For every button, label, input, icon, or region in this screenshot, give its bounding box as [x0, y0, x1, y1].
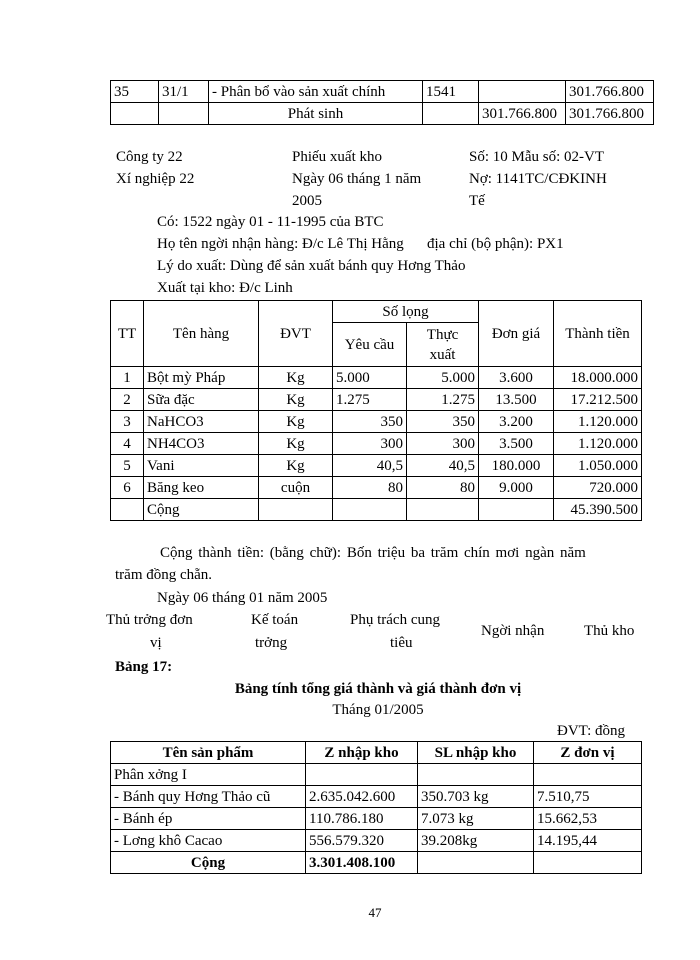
cell: 6 [111, 477, 144, 499]
cell: Phát sinh [209, 103, 423, 125]
header-z-in: Z nhập kho [306, 742, 418, 764]
cell: 15.662,53 [534, 808, 642, 830]
total-row [111, 499, 642, 521]
table-row [111, 830, 642, 852]
cell: cuộn [259, 477, 333, 499]
cell: 5.000 [407, 367, 479, 389]
cost-table [110, 741, 642, 874]
header-qty: Số lọng [333, 301, 479, 323]
date-line-2: 2005 [292, 193, 322, 209]
cell: 301.766.800 [566, 103, 654, 125]
reason: Lý do xuất: Dùng để sản xuất bánh quy Hơng Thảo [157, 258, 466, 274]
warehouse: Xuất tại kho: Đ/c Linh [157, 280, 293, 296]
table-row [111, 433, 642, 455]
cell: 35 [111, 81, 159, 103]
cell: 31/1 [159, 81, 209, 103]
cell: 14.195,44 [534, 830, 642, 852]
cell: 1541 [423, 81, 479, 103]
cell [111, 103, 159, 125]
cell: 5.000 [333, 367, 407, 389]
table-17-label: Bảng 17: [115, 659, 173, 675]
cell: Vani [144, 455, 259, 477]
cell: 5 [111, 455, 144, 477]
header-qty-in: SL nhập kho [418, 742, 534, 764]
table-17-subtitle: Tháng 01/2005 [332, 702, 424, 718]
header-unit-cost: Z đơn vị [534, 742, 642, 764]
receiver: Họ tên ngời nhận hàng: Đ/c Lê Thị Hằng [157, 236, 404, 252]
sign-date: Ngày 06 tháng 01 năm 2005 [157, 590, 328, 606]
cell [423, 103, 479, 125]
cell: 110.786.180 [306, 808, 418, 830]
cell: 556.579.320 [306, 830, 418, 852]
header-tt: TT [111, 301, 144, 367]
cell: 3.600 [479, 367, 554, 389]
cell: 300 [407, 433, 479, 455]
credit-line: Có: 1522 ngày 01 - 11-1995 của BTC [157, 214, 384, 230]
cell: 2.635.042.600 [306, 786, 418, 808]
cell: 3.200 [479, 411, 554, 433]
sig-supply: Phụ trách cung [350, 612, 440, 628]
cell: 18.000.000 [554, 367, 642, 389]
header-requested: Yêu cầu [333, 323, 407, 367]
cell: 1 [111, 367, 144, 389]
date-line-1: Ngày 06 tháng 1 năm [292, 171, 422, 187]
cell: Kg [259, 367, 333, 389]
cell: 17.212.500 [554, 389, 642, 411]
form-number: Số: 10 Mẫu số: 02-VT [469, 149, 604, 165]
cell: Băng keo [144, 477, 259, 499]
sig-head-2: vị [150, 635, 162, 651]
sig-receiver: Ngời nhận [481, 623, 545, 639]
cell: 350.703 kg [418, 786, 534, 808]
cell [479, 81, 566, 103]
cell: NaHCO3 [144, 411, 259, 433]
top-table [110, 80, 654, 125]
debit-line-1: Nợ: 1141TC/CĐKINH [469, 171, 607, 187]
cell: - Bánh quy Hơng Thảo cũ [111, 786, 306, 808]
header-actual-2: xuất [429, 346, 456, 363]
sig-accountant-2: trởng [255, 635, 288, 651]
amount-in-words-1: Cộng thành tiền: (bằng chữ): Bốn triệu ba trăm chín mơi ngàn năm [160, 545, 586, 561]
header-actual [407, 323, 479, 367]
header-actual-1: Thực [426, 326, 459, 343]
cell: 350 [407, 411, 479, 433]
table-row [111, 411, 642, 433]
cell: Sữa đặc [144, 389, 259, 411]
cell: - Lơng khô Cacao [111, 830, 306, 852]
cell [306, 764, 418, 786]
cell: 80 [333, 477, 407, 499]
table-row [111, 389, 642, 411]
cell: 3 [111, 411, 144, 433]
cell: 40,5 [407, 455, 479, 477]
total-label: Cộng [111, 852, 306, 874]
table-row [111, 81, 654, 103]
amount-in-words-2: trăm đồng chẵn. [115, 567, 213, 583]
sig-supply-2: tiêu [390, 635, 413, 651]
table-row [111, 367, 642, 389]
header-product: Tên sản phẩm [111, 742, 306, 764]
cell: Kg [259, 455, 333, 477]
cell: Kg [259, 433, 333, 455]
cell: 13.500 [479, 389, 554, 411]
cell: 301.766.800 [566, 81, 654, 103]
company: Công ty 22 [116, 149, 183, 165]
page-number: 47 [368, 905, 382, 920]
cell: 4 [111, 433, 144, 455]
table-17-title: Bảng tính tổng giá thành và giá thành đơn vị [234, 681, 522, 697]
cell: 3.500 [479, 433, 554, 455]
cell: 1.275 [407, 389, 479, 411]
sig-head: Thủ trởng đơn [106, 612, 193, 628]
cell: 1.275 [333, 389, 407, 411]
cell: 1.120.000 [554, 433, 642, 455]
cell: 9.000 [479, 477, 554, 499]
cell: 2 [111, 389, 144, 411]
table-row [111, 764, 642, 786]
cell: NH4CO3 [144, 433, 259, 455]
cell: 1.050.000 [554, 455, 642, 477]
total-value: 45.390.500 [554, 499, 642, 521]
cell: 39.208kg [418, 830, 534, 852]
sig-accountant: Kế toán [251, 612, 299, 628]
cell: 350 [333, 411, 407, 433]
cell: 7.073 kg [418, 808, 534, 830]
table-row [111, 808, 642, 830]
cell: 720.000 [554, 477, 642, 499]
cell: 301.766.800 [479, 103, 566, 125]
sig-storekeeper: Thủ kho [584, 623, 635, 639]
header-name: Tên hàng [144, 301, 259, 367]
cell: 40,5 [333, 455, 407, 477]
table-row [111, 477, 642, 499]
total-row [111, 852, 642, 874]
cell: 180.000 [479, 455, 554, 477]
cell: Kg [259, 411, 333, 433]
table-row [111, 103, 654, 125]
cell: - Phân bổ vào sản xuất chính [209, 81, 423, 103]
unit-label: ĐVT: đồng [557, 723, 625, 739]
issue-table [110, 300, 642, 521]
cell: Phân xởng I [111, 764, 306, 786]
cell [418, 764, 534, 786]
header-price: Đơn giá [479, 301, 554, 367]
total-label: Cộng [144, 499, 259, 521]
cell: 80 [407, 477, 479, 499]
total-value: 3.301.408.100 [306, 852, 418, 874]
form-title: Phiếu xuất kho [292, 149, 382, 165]
table-row [111, 455, 642, 477]
debit-line-2: Tế [469, 193, 485, 209]
header-unit: ĐVT [259, 301, 333, 367]
table-row [111, 786, 642, 808]
enterprise: Xí nghiệp 22 [116, 171, 195, 187]
cell: 300 [333, 433, 407, 455]
cell: Bột mỳ Pháp [144, 367, 259, 389]
cell: 1.120.000 [554, 411, 642, 433]
cell: - Bánh ép [111, 808, 306, 830]
header-total: Thành tiền [554, 301, 642, 367]
cell: 7.510,75 [534, 786, 642, 808]
cell [159, 103, 209, 125]
cell: Kg [259, 389, 333, 411]
address: địa chỉ (bộ phận): PX1 [427, 236, 564, 252]
cell [534, 764, 642, 786]
